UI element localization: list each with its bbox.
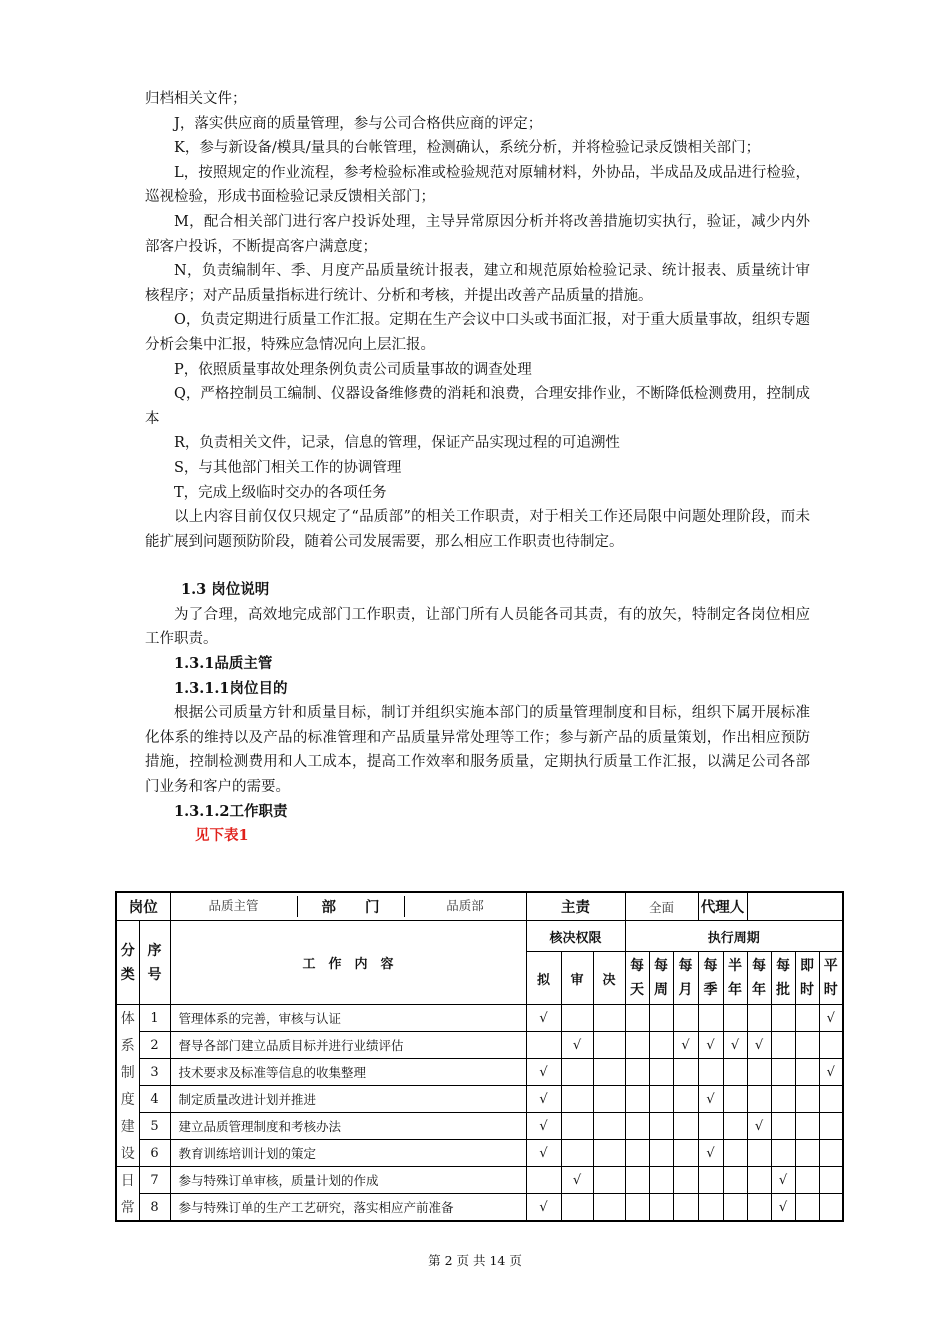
check-cell <box>649 1005 673 1032</box>
check-cell <box>771 1140 795 1167</box>
check-cell <box>795 1194 819 1222</box>
check-cell <box>819 1167 843 1194</box>
cycle-daily-header: 每 天 <box>625 952 649 1005</box>
check-cell <box>561 1194 593 1222</box>
paragraph: Q，严格控制员工编制、仪器设备维修费的消耗和浪费，合理安排作业，不断降低检测费用，控制成本 <box>145 386 810 427</box>
check-cell <box>819 1086 843 1113</box>
cycle-quarterly-header: 每 季 <box>698 952 723 1005</box>
post-label: 岗位 <box>116 892 170 921</box>
check-cell <box>649 1167 673 1194</box>
check-cell <box>819 1140 843 1167</box>
paragraph: J，落实供应商的质量管理，参与公司合格供应商的评定； <box>174 115 543 132</box>
check-cell <box>673 1113 698 1140</box>
table-reference: 见下表1 <box>195 827 249 845</box>
table-row <box>116 1086 843 1113</box>
check-cell <box>561 1059 593 1086</box>
check-cell <box>625 1086 649 1113</box>
check-cell <box>747 1086 771 1113</box>
row-number: 1 <box>139 1005 170 1032</box>
check-cell: √ <box>561 1167 593 1194</box>
category-cell: 日 <box>116 1167 139 1194</box>
check-cell <box>593 1005 625 1032</box>
agent-value <box>747 892 843 921</box>
check-cell <box>649 1032 673 1059</box>
check-cell: √ <box>747 1032 771 1059</box>
paragraph: P，依照质量事故处理条例负责公司质量事故的调查处理 <box>174 361 532 378</box>
seq-header: 序 号 <box>139 921 170 1005</box>
purpose-heading: 1.3.1.1岗位目的 <box>174 679 288 697</box>
category-header: 分 类 <box>116 921 139 1005</box>
check-cell <box>561 1140 593 1167</box>
row-number: 7 <box>139 1167 170 1194</box>
check-cell: √ <box>526 1194 561 1222</box>
paragraph: L，按照规定的作业流程，参考检验标准或检验规范对原辅材料，外协品，半成品及成品进行检验，巡视检验，形成书面检验记录反馈相关部门； <box>145 164 810 206</box>
paragraph: O，负责定期进行质量工作汇报。定期在生产会议中口头或书面汇报，对于重大质量事故，组织专题分析会集中汇报，特殊应急情况向上层汇报。 <box>145 312 810 353</box>
table-row <box>116 1005 843 1032</box>
check-cell <box>673 1140 698 1167</box>
check-cell <box>561 1113 593 1140</box>
check-cell: √ <box>526 1140 561 1167</box>
check-cell <box>673 1194 698 1222</box>
check-cell <box>625 1140 649 1167</box>
check-cell <box>649 1059 673 1086</box>
check-cell: √ <box>771 1167 795 1194</box>
auth-decide-header: 决 <box>593 952 625 1005</box>
cycle-halfyear-header: 半 年 <box>723 952 747 1005</box>
agent-label: 代理人 <box>698 892 747 921</box>
check-cell <box>771 1059 795 1086</box>
duty-content: 参与特殊订单审核，质量计划的作成 <box>170 1167 526 1194</box>
check-cell <box>771 1113 795 1140</box>
check-cell <box>593 1140 625 1167</box>
check-cell <box>747 1194 771 1222</box>
duty-content: 管理体系的完善，审核与认证 <box>170 1005 526 1032</box>
check-cell <box>649 1194 673 1222</box>
check-cell: √ <box>771 1194 795 1222</box>
check-cell: √ <box>819 1059 843 1086</box>
check-cell <box>593 1113 625 1140</box>
check-cell: √ <box>673 1032 698 1059</box>
check-cell <box>795 1086 819 1113</box>
check-cell <box>698 1167 723 1194</box>
auth-review-header: 审 <box>561 952 593 1005</box>
table-row <box>116 1140 843 1167</box>
row-number: 6 <box>139 1140 170 1167</box>
paragraph: 归档相关文件； <box>145 91 247 107</box>
check-cell <box>771 1032 795 1059</box>
purpose-text: 根据公司质量方针和质量目标，制订并组织实施本部门的质量管理制度和目标，组织下属开展标准化体系的维持以及产品的标准管理和产品质量异常处理等工作；参与新产品的质量策划，作出相应预防措施，控制检测费用和人工成本，提高工作效率和服务质量，定期执行质量工作汇报，以满足公司各部门业务和客户的需要。 <box>145 705 810 796</box>
check-cell <box>771 1086 795 1113</box>
check-cell <box>723 1194 747 1222</box>
row-number: 3 <box>139 1059 170 1086</box>
check-cell <box>625 1059 649 1086</box>
check-cell: √ <box>819 1005 843 1032</box>
cycle-instant-header: 即 时 <box>795 952 819 1005</box>
post-value: 品质主管 <box>208 898 259 913</box>
cycle-yearly-header: 每 年 <box>747 952 771 1005</box>
check-cell <box>698 1059 723 1086</box>
check-cell: √ <box>723 1032 747 1059</box>
check-cell <box>561 1005 593 1032</box>
category-cell: 设 <box>116 1140 139 1167</box>
duty-table-body <box>116 1005 843 1222</box>
check-cell: √ <box>561 1032 593 1059</box>
check-cell <box>625 1167 649 1194</box>
check-cell <box>625 1113 649 1140</box>
check-cell <box>625 1005 649 1032</box>
category-cell: 制 <box>116 1059 139 1086</box>
check-cell <box>723 1059 747 1086</box>
section-heading: 1.3 岗位说明 <box>181 581 270 599</box>
check-cell <box>723 1140 747 1167</box>
check-cell <box>747 1005 771 1032</box>
check-cell: √ <box>747 1113 771 1140</box>
paragraph: N，负责编制年、季、月度产品质量统计报表，建立和规范原始检验记录、统计报表、质量统计审核程序；对产品质量指标进行统计、分析和考核，并提出改善产品质量的措施。 <box>145 263 810 304</box>
paragraph: T，完成上级临时交办的各项任务 <box>174 484 387 501</box>
check-cell <box>795 1113 819 1140</box>
check-cell <box>593 1032 625 1059</box>
paragraph: S，与其他部门相关工作的协调管理 <box>174 459 402 476</box>
check-cell <box>723 1005 747 1032</box>
check-cell <box>526 1032 561 1059</box>
resp-value: 全面 <box>625 892 698 921</box>
dept-value: 品质部 <box>446 898 484 913</box>
row-number: 4 <box>139 1086 170 1113</box>
check-cell <box>649 1140 673 1167</box>
check-cell <box>698 1194 723 1222</box>
cycle-monthly-header: 每 月 <box>673 952 698 1005</box>
auth-draft-header: 拟 <box>526 952 561 1005</box>
check-cell: √ <box>526 1113 561 1140</box>
check-cell: √ <box>698 1140 723 1167</box>
check-cell <box>673 1167 698 1194</box>
table-row <box>116 1032 843 1059</box>
check-cell <box>625 1032 649 1059</box>
check-cell <box>593 1167 625 1194</box>
duty-table <box>115 891 844 1222</box>
check-cell <box>723 1167 747 1194</box>
table-row <box>116 1113 843 1140</box>
section-intro: 为了合理，高效地完成部门工作职责，让部门所有人员能各司其责，有的放矢，特制定各岗位相应工作职责。 <box>145 606 810 648</box>
check-cell <box>649 1086 673 1113</box>
check-cell <box>771 1005 795 1032</box>
cycle-header: 执行周期 <box>625 921 843 952</box>
check-cell: √ <box>526 1059 561 1086</box>
duty-content: 参与特殊订单的生产工艺研究，落实相应产前准备 <box>170 1194 526 1222</box>
check-cell <box>698 1113 723 1140</box>
row-number: 5 <box>139 1113 170 1140</box>
check-cell <box>723 1086 747 1113</box>
check-cell <box>795 1032 819 1059</box>
duty-content: 建立品质管理制度和考核办法 <box>170 1113 526 1140</box>
table-row <box>116 1194 843 1222</box>
duty-content: 教育训练培训计划的策定 <box>170 1140 526 1167</box>
check-cell <box>747 1140 771 1167</box>
check-cell <box>747 1167 771 1194</box>
category-cell: 系 <box>116 1032 139 1059</box>
check-cell <box>593 1086 625 1113</box>
check-cell <box>819 1032 843 1059</box>
check-cell <box>673 1059 698 1086</box>
paragraph: K，参与新设备/模具/量具的台帐管理，检测确认，系统分析，并将检验记录反馈相关部门； <box>174 140 761 157</box>
duty-content: 技术要求及标准等信息的收集整理 <box>170 1059 526 1086</box>
page-footer: 第 2 页 共 14 页 <box>428 1253 522 1268</box>
check-cell <box>795 1059 819 1086</box>
check-cell <box>747 1059 771 1086</box>
row-number: 8 <box>139 1194 170 1222</box>
check-cell <box>561 1086 593 1113</box>
table-header-row <box>116 892 843 921</box>
category-cell: 建 <box>116 1113 139 1140</box>
check-cell <box>593 1059 625 1086</box>
resp-label: 主责 <box>526 892 625 921</box>
paragraph: M，配合相关部门进行客户投诉处理，主导异常原因分析并将改善措施切实执行，验证，减少内外部客户投诉，不断提高客户满意度； <box>145 213 810 255</box>
check-cell: √ <box>526 1005 561 1032</box>
check-cell: √ <box>698 1086 723 1113</box>
dept-label: 部 门 <box>297 896 405 917</box>
table-row <box>116 1167 843 1194</box>
check-cell <box>795 1140 819 1167</box>
check-cell <box>723 1113 747 1140</box>
check-cell: √ <box>526 1086 561 1113</box>
paragraph: 以上内容目前仅仅只规定了“品质部”的相关工作职责，对于相关工作还局限中问题处理阶段，而未能扩展到问题预防阶段，随着公司发展需要，那么相应工作职责也待制定。 <box>145 509 810 550</box>
check-cell <box>819 1194 843 1222</box>
authority-header: 核决权限 <box>526 921 625 952</box>
sub-heading: 1.3.1品质主管 <box>174 655 273 673</box>
column-header-row <box>116 921 843 952</box>
check-cell <box>795 1005 819 1032</box>
check-cell <box>526 1167 561 1194</box>
paragraph: R，负责相关文件，记录，信息的管理，保证产品实现过程的可追溯性 <box>174 435 620 452</box>
check-cell <box>819 1113 843 1140</box>
category-cell: 度 <box>116 1086 139 1113</box>
check-cell <box>795 1167 819 1194</box>
check-cell <box>593 1194 625 1222</box>
cycle-batch-header: 每 批 <box>771 952 795 1005</box>
duty-content: 督导各部门建立品质目标并进行业绩评估 <box>170 1032 526 1059</box>
check-cell <box>673 1005 698 1032</box>
check-cell <box>698 1005 723 1032</box>
duty-content: 制定质量改进计划并推进 <box>170 1086 526 1113</box>
check-cell <box>625 1194 649 1222</box>
cycle-usual-header: 平 时 <box>819 952 843 1005</box>
check-cell <box>649 1113 673 1140</box>
duty-heading: 1.3.1.2工作职责 <box>174 802 288 820</box>
content-header: 工 作 内 容 <box>170 921 526 1005</box>
cycle-weekly-header: 每 周 <box>649 952 673 1005</box>
check-cell <box>673 1086 698 1113</box>
check-cell: √ <box>698 1032 723 1059</box>
category-cell: 体 <box>116 1005 139 1032</box>
category-cell: 常 <box>116 1194 139 1222</box>
row-number: 2 <box>139 1032 170 1059</box>
table-row <box>116 1059 843 1086</box>
body-text <box>145 87 810 849</box>
